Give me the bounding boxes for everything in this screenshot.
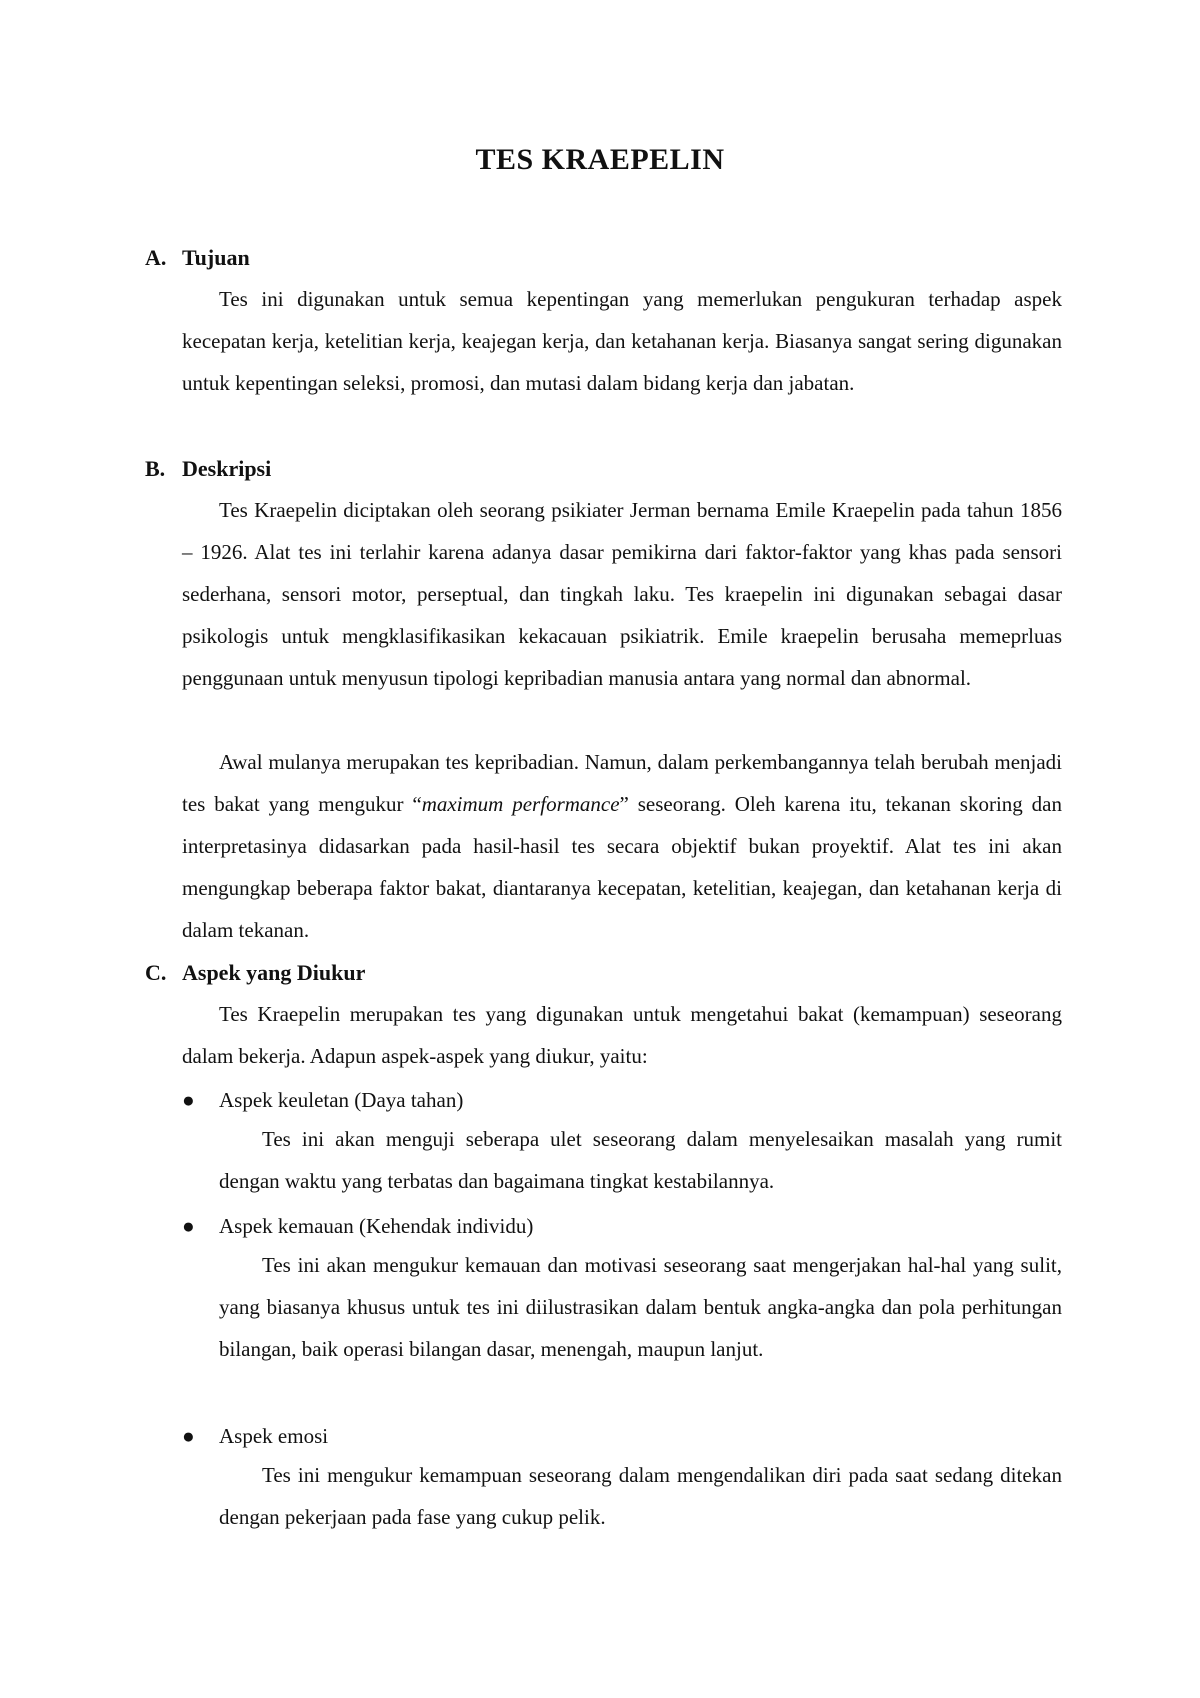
aspect-description: Tes ini akan menguji seberapa ulet seseorang dalam menyelesaikan masalah yang rumit dengan waktu yang terbatas dan bagaimana tingkat kestabilannya. [219, 1127, 1062, 1193]
section-b-paragraph-2 [182, 741, 1062, 951]
aspect-description: Tes ini mengukur kemampuan seseorang dalam mengendalikan diri pada saat sedang ditekan dengan pekerjaan pada fase yang cukup pelik. [219, 1463, 1062, 1529]
section-b-title: Deskripsi [182, 456, 272, 481]
section-c-heading [145, 960, 365, 986]
section-b-paragraph-1: Tes Kraepelin diciptakan oleh seorang psikiater Jerman bernama Emile Kraepelin pada tahun 1856 – 1926. Alat tes ini terlahir karena adanya dasar pemikirna dari faktor-faktor yang khas pada sensori sederhana, sensori motor, perseptual, dan tingkah laku. Tes kraepelin ini digunakan sebagai dasar psikologis untuk mengklasifikasikan kekacauan psikiatrik. Emile kraepelin berusaha memeprluas penggunaan untuk menyusun tipologi kepribadian manusia antara yang normal dan abnormal. [182, 498, 1062, 690]
aspect-label: Aspek kemauan (Kehendak individu) [219, 1214, 534, 1238]
bullet-icon: ● [182, 1088, 195, 1112]
bullet-icon: ● [182, 1214, 195, 1238]
section-b-paragraph-2-start: Awal mulanya merupakan tes kepribadian. Namun, dalam perkembangannya telah berubah menjadi tes bakat yang mengukur “ [182, 750, 1062, 816]
aspect-label: Aspek keuletan (Daya tahan) [219, 1088, 464, 1112]
section-a-title: Tujuan [182, 245, 250, 270]
section-c-paragraph: Tes Kraepelin merupakan tes yang digunakan untuk mengetahui bakat (kemampuan) seseorang dalam bekerja. Adapun aspek-aspek yang diukur, yaitu: [182, 1002, 1062, 1068]
section-b-paragraph-2-italic: maximum performance [421, 792, 620, 816]
aspect-description: Tes ini akan mengukur kemauan dan motivasi seseorang saat mengerjakan hal-hal yang sulit, yang biasanya khusus untuk tes ini diilustrasikan dalam bentuk angka-angka dan pola perhitungan bilangan, baik operasi bilangan dasar, menengah, maupun lanjut. [219, 1253, 1062, 1361]
aspect-label: Aspek emosi [219, 1424, 329, 1448]
section-a-paragraph: Tes ini digunakan untuk semua kepentingan yang memerlukan pengukuran terhadap aspek kecepatan kerja, ketelitian kerja, keajegan kerja, dan ketahanan kerja. Biasanya sangat sering digunakan untuk kepentingan seleksi, promosi, dan mutasi dalam bidang kerja dan jabatan. [182, 287, 1062, 395]
section-b-letter: B. [145, 456, 166, 481]
section-c-letter: C. [145, 960, 167, 985]
page-title: TES KRAEPELIN [475, 143, 725, 176]
section-b-paragraph-2-end: ” seseorang. Oleh karena itu, tekanan skoring dan interpretasinya didasarkan pada hasil-hasil tes secara objektif bukan proyektif. Alat tes ini akan mengungkap beberapa faktor bakat, diantaranya kecepatan, ketelitian, keajegan, dan ketahanan kerja di dalam tekanan. [182, 792, 1063, 942]
section-b-heading [145, 456, 271, 482]
section-c-title: Aspek yang Diukur [182, 960, 366, 985]
section-a-letter: A. [145, 245, 167, 270]
section-a-heading [145, 245, 250, 271]
bullet-icon: ● [182, 1424, 195, 1448]
